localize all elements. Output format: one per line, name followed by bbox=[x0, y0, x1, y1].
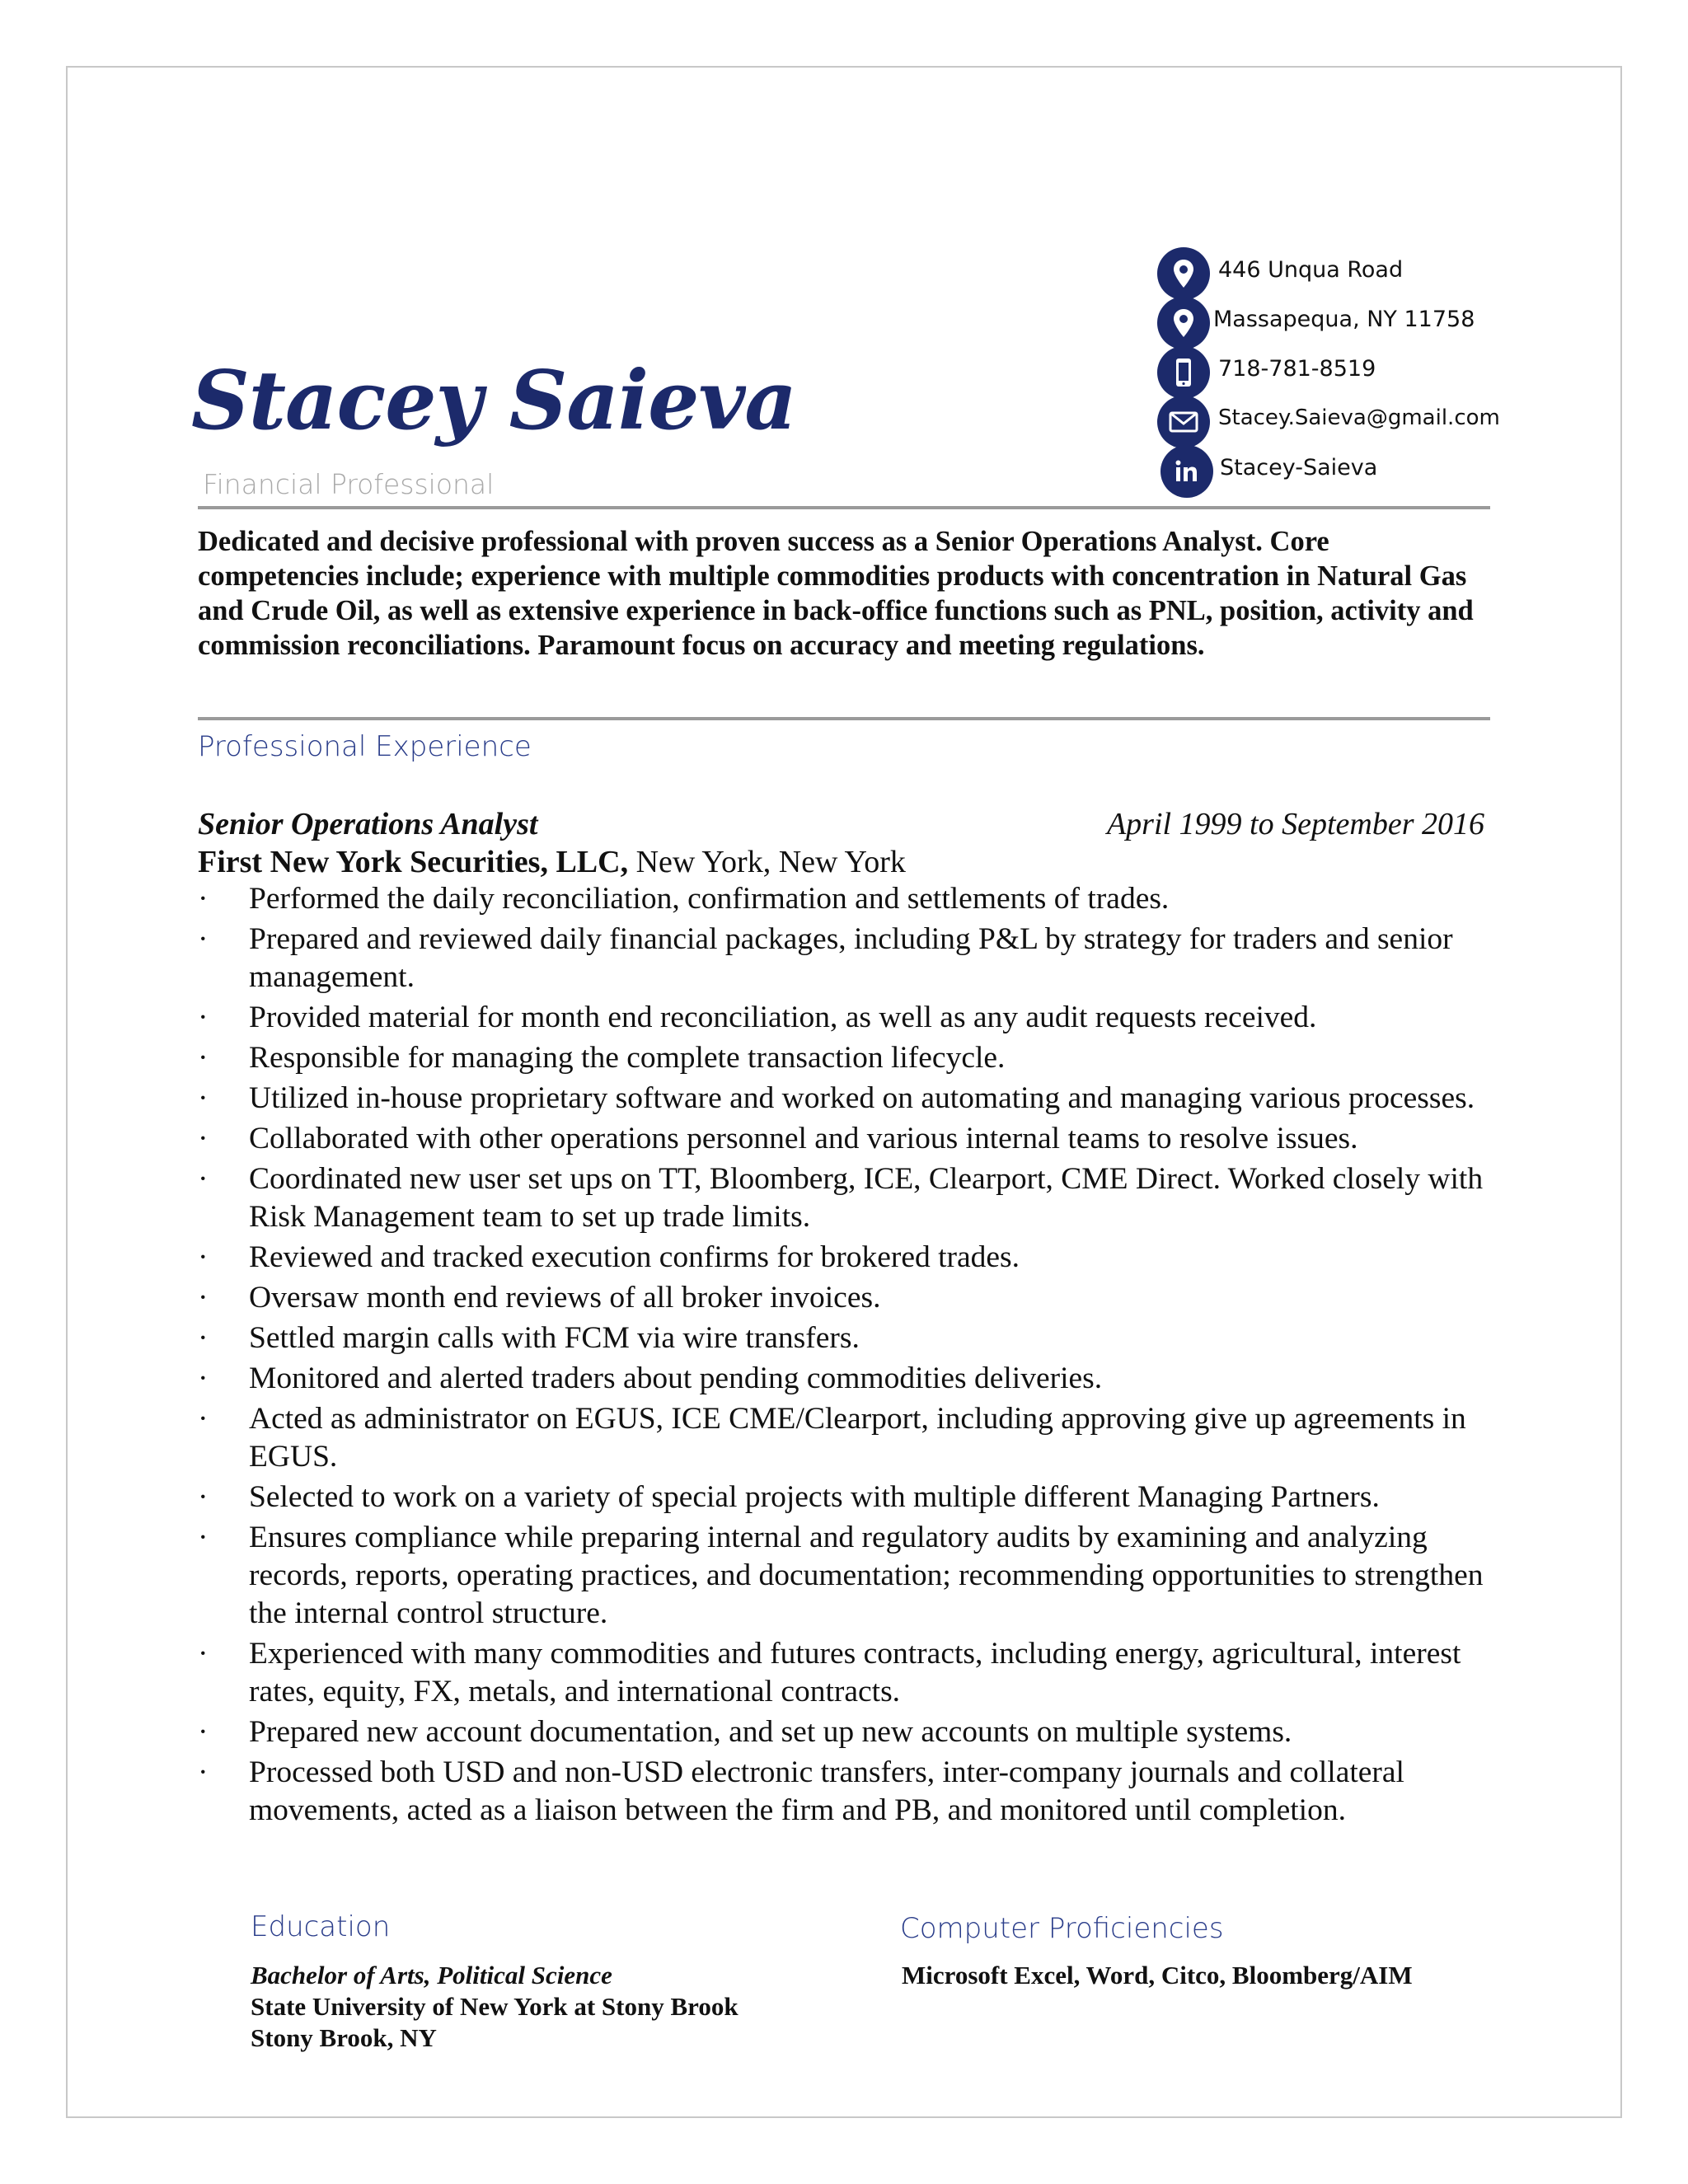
education-heading: Education bbox=[251, 1910, 391, 1943]
contact-text: 446 Unqua Road bbox=[1218, 257, 1404, 283]
bullet-marker: · bbox=[198, 1361, 209, 1395]
company-line bbox=[198, 844, 906, 880]
bullet-marker: · bbox=[198, 1041, 209, 1075]
contact-text: Massapequa, NY 11758 bbox=[1213, 307, 1475, 332]
experience-bullet bbox=[198, 1400, 1500, 1476]
experience-bullet bbox=[198, 1120, 1500, 1158]
bullet-marker: · bbox=[198, 1162, 209, 1196]
bullet-text: Selected to work on a variety of special projects with multiple different Managing Partners. bbox=[249, 1480, 1380, 1514]
bullet-text: Monitored and alerted traders about pending commodities deliveries. bbox=[249, 1361, 1103, 1395]
contact-linkedin bbox=[1157, 445, 1503, 493]
experience-bullet bbox=[198, 921, 1500, 996]
education-block bbox=[251, 1960, 738, 2054]
education-degree: Bachelor of Arts, Political Science bbox=[251, 1961, 612, 1990]
job-dates: April 1999 to September 2016 bbox=[1106, 807, 1484, 841]
contact-text: Stacey.Saieva@gmail.com bbox=[1218, 405, 1500, 430]
company-name: First New York Securities, LLC, bbox=[198, 845, 629, 879]
experience-bullet bbox=[198, 999, 1500, 1037]
bullet-text: Collaborated with other operations personnel and various internal teams to resolve issues. bbox=[249, 1122, 1358, 1155]
bullet-text: Performed the daily reconciliation, confirmation and settlements of trades. bbox=[249, 882, 1170, 916]
education-school: State University of New York at Stony Brook bbox=[251, 1992, 738, 2021]
bullet-marker: · bbox=[198, 1637, 209, 1671]
company-location: New York, New York bbox=[628, 845, 906, 879]
experience-bullet bbox=[198, 1635, 1500, 1711]
bullet-marker: · bbox=[198, 1480, 209, 1514]
bullet-text: Prepared new account documentation, and set up new accounts on multiple systems. bbox=[249, 1715, 1292, 1749]
bullet-text: Experienced with many commodities and futures contracts, including energy, agricultural, interest rates, equity, FX, metals, and international contracts. bbox=[249, 1637, 1461, 1708]
phone-icon bbox=[1157, 346, 1210, 399]
experience-bullet bbox=[198, 1713, 1500, 1751]
location-pin-icon bbox=[1157, 297, 1210, 349]
bullet-text: Prepared and reviewed daily financial packages, including P&L by strategy for traders and senior management. bbox=[249, 922, 1453, 994]
summary-divider bbox=[198, 717, 1490, 720]
experience-bullet-list bbox=[198, 880, 1500, 1832]
bullet-text: Responsible for managing the complete transaction lifecycle. bbox=[249, 1041, 1006, 1075]
location-pin-icon bbox=[1157, 247, 1210, 300]
education-location: Stony Brook, NY bbox=[251, 2023, 437, 2052]
bullet-text: Acted as administrator on EGUS, ICE CME/Clearport, including approving give up agreements in EGUS. bbox=[249, 1402, 1466, 1474]
bullet-marker: · bbox=[198, 1715, 209, 1749]
bullet-marker: · bbox=[198, 1321, 209, 1355]
bullet-text: Processed both USD and non-USD electronic transfers, inter-company journals and collateral movements, acted as a liaison between the firm and PB, and monitored until completion. bbox=[249, 1755, 1404, 1827]
experience-heading: Professional Experience bbox=[198, 730, 532, 763]
bullet-text: Provided material for month end reconciliation, as well as any audit requests received. bbox=[249, 1001, 1317, 1034]
bullet-marker: · bbox=[198, 922, 209, 956]
contact-email bbox=[1157, 396, 1503, 443]
linkedin-icon bbox=[1160, 445, 1213, 498]
candidate-name: Stacey Saieva bbox=[191, 354, 796, 448]
experience-bullet bbox=[198, 1479, 1500, 1516]
contact-address-line1 bbox=[1157, 247, 1503, 295]
bullet-text: Settled margin calls with FCM via wire transfers. bbox=[249, 1321, 860, 1355]
experience-bullet bbox=[198, 1360, 1500, 1398]
experience-bullet bbox=[198, 1279, 1500, 1317]
email-icon bbox=[1157, 396, 1210, 448]
bullet-marker: · bbox=[198, 1240, 209, 1274]
experience-bullet bbox=[198, 1080, 1500, 1118]
contact-address-line2 bbox=[1157, 297, 1503, 344]
experience-bullet bbox=[198, 1039, 1500, 1077]
bullet-marker: · bbox=[198, 882, 209, 916]
experience-bullet bbox=[198, 1239, 1500, 1277]
computer-skills: Microsoft Excel, Word, Citco, Bloomberg/AIM bbox=[902, 1961, 1413, 1990]
bullet-marker: · bbox=[198, 1001, 209, 1034]
bullet-text: Oversaw month end reviews of all broker invoices. bbox=[249, 1281, 881, 1315]
bullet-marker: · bbox=[198, 1281, 209, 1315]
contact-phone bbox=[1157, 346, 1503, 394]
contact-text: Stacey-Saieva bbox=[1220, 455, 1378, 480]
job-title: Senior Operations Analyst bbox=[198, 807, 538, 841]
bullet-marker: · bbox=[198, 1755, 209, 1789]
header-divider bbox=[198, 506, 1490, 509]
professional-summary: Dedicated and decisive professional with proven success as a Senior Operations Analyst. Core competencies include; experience with multiple commodities products with concentration in Natural Gas and Crude Oil, as well as extensive experience in back-office functions such as PNL, position, activity and commission reconciliations. Paramount focus on accuracy and meeting regulations. bbox=[198, 526, 1474, 661]
bullet-text: Coordinated new user set ups on TT, Bloomberg, ICE, Clearport, CME Direct. Worked closely with Risk Management team to set up trade limits. bbox=[249, 1162, 1484, 1234]
computer-proficiencies-heading: Computer Proficiencies bbox=[900, 1912, 1224, 1945]
experience-bullet bbox=[198, 1519, 1500, 1633]
bullet-marker: · bbox=[198, 1521, 209, 1554]
experience-bullet bbox=[198, 1160, 1500, 1236]
experience-bullet bbox=[198, 1754, 1500, 1830]
bullet-marker: · bbox=[198, 1402, 209, 1436]
experience-bullet bbox=[198, 1319, 1500, 1357]
bullet-text: Utilized in-house proprietary software and worked on automating and managing various processes. bbox=[249, 1081, 1475, 1115]
bullet-text: Ensures compliance while preparing internal and regulatory audits by examining and analyzing records, reports, operating practices, and documentation; recommending opportunities to strengthen the internal control structure. bbox=[249, 1521, 1484, 1630]
contact-text: 718-781-8519 bbox=[1218, 356, 1376, 382]
candidate-subtitle: Financial Professional bbox=[203, 468, 495, 500]
bullet-marker: · bbox=[198, 1081, 209, 1115]
bullet-marker: · bbox=[198, 1122, 209, 1155]
experience-bullet bbox=[198, 880, 1500, 918]
bullet-text: Reviewed and tracked execution confirms for brokered trades. bbox=[249, 1240, 1020, 1274]
